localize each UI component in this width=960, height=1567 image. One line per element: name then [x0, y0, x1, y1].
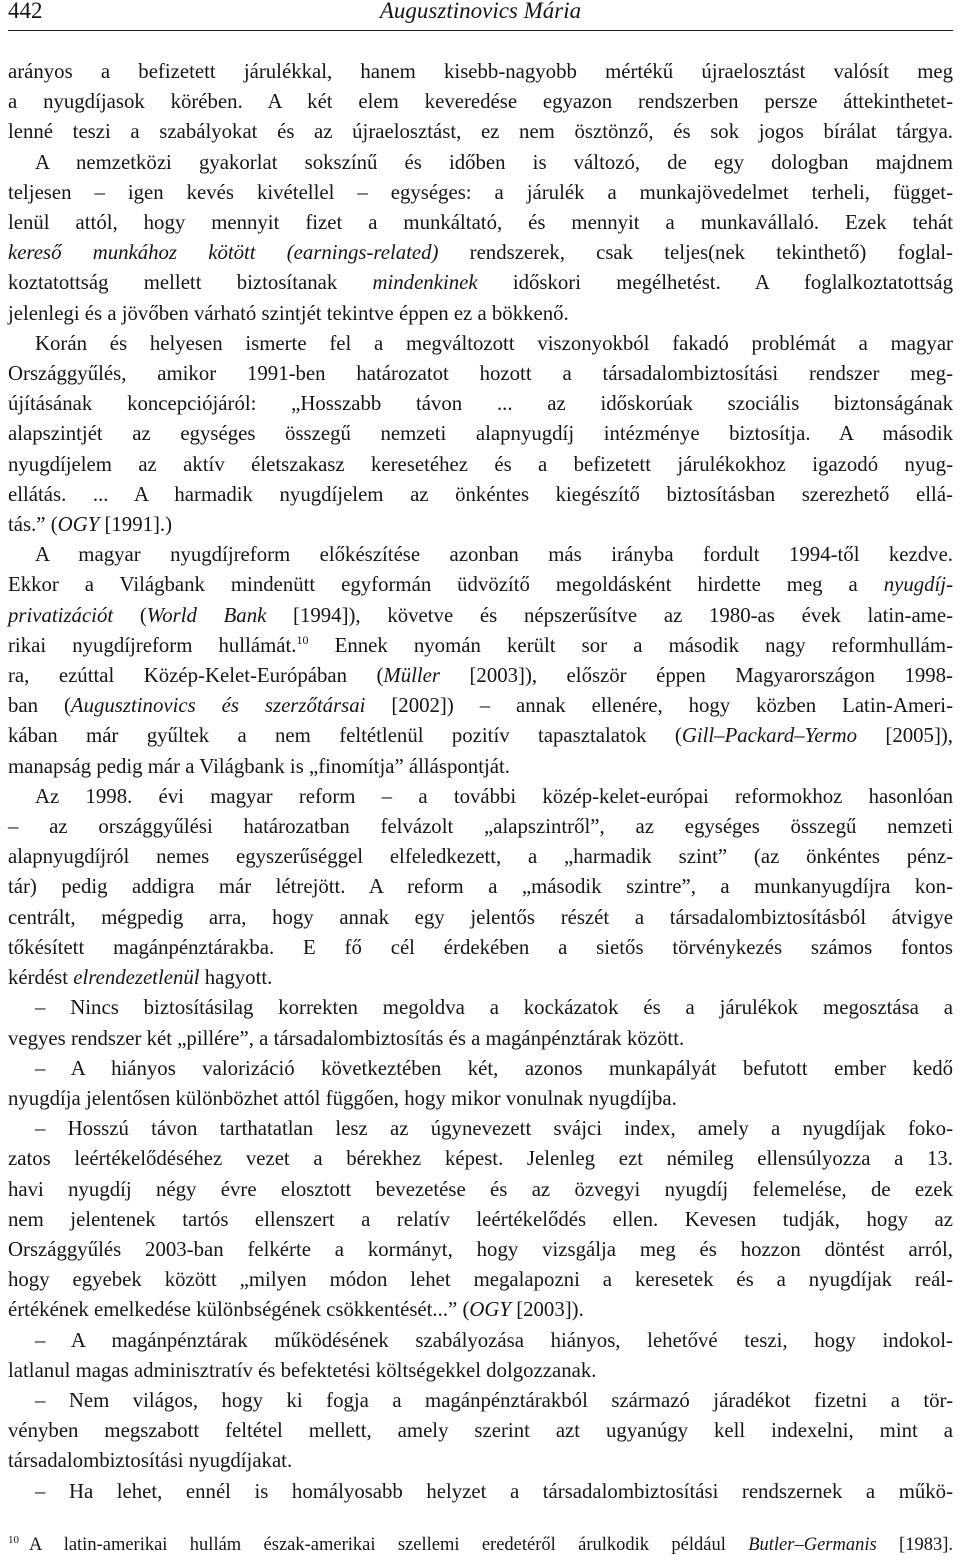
text-line: [8, 1295, 953, 1325]
text-line: Országgyűlés 2003-ban felkérte a kormányt, hogy vizsgálja meg és hozzon döntést arról,: [8, 1237, 953, 1261]
text-line: nyugdíjelem az aktív életszakasz keresetéhez és a befizetett járulékokhoz igazodó nyug-: [8, 452, 953, 476]
text-line: latlanul magas adminisztratív és befektetési költségekkel dolgozzanak.: [8, 1358, 597, 1382]
text-line: – Nem világos, hogy ki fogja a magánpénztárakból származó járadékot fizetni a tör-: [35, 1388, 953, 1412]
text-line: – Nincs biztosításilag korrekten megoldva a kockázatok és a járulékok megosztása a: [35, 996, 953, 1020]
running-header: [8, 0, 953, 31]
text-run: ra, ezúttal Közép-Kelet-Európában (: [8, 664, 384, 688]
text-line: Az 1998. évi magyar reform – a további közép-kelet-európai reformokhoz hasonlóan: [35, 784, 953, 808]
text-line: vényben megszabott feltétel mellett, amely szerint azt ugyanúgy kell indexelni, mint a: [8, 1419, 953, 1443]
text-line: manapság pedig már a Világbank is „finomítja” álláspontját.: [8, 754, 510, 778]
italic-text: kereső munkához kötött (earnings-related): [8, 241, 439, 265]
text-line: [8, 631, 953, 661]
text-line: zatos leértékelődéséhez vezet a bérekhez képest. Jelenleg ezt némileg ellensúlyozza a 13.: [8, 1147, 953, 1171]
text-line: – az országgyűlési határozatban felvázolt „alapszintről”, az egységes összegű nemzeti: [8, 815, 953, 839]
text-line: ellátás. ... A harmadik nyugdíjelem az önkéntes kiegészítő biztosításban szerezhető ellá-: [8, 482, 953, 506]
text-line: lenül attól, hogy mennyit fizet a munkáltató, és mennyit a munkavállaló. Ezek tehát: [8, 211, 953, 235]
text-run: tás.” (: [8, 513, 58, 537]
text-line: [8, 691, 953, 721]
text-line: havi nyugdíj négy évre elosztott bevezetése és az özvegyi nyugdíj felemelése, de ezek: [8, 1177, 953, 1201]
text-line: [8, 570, 953, 600]
text-run: Ekkor a Világbank mindenütt egyformán üdvözítő megoldásként hirdette meg a: [8, 573, 884, 597]
italic-text: OGY: [469, 1298, 511, 1322]
text-line: alapnyugdíjról nemes egyszerűséggel elfeledkezett, a „harmadik szint” (az önkéntes pénz-: [8, 845, 953, 869]
text-line: Korán és helyesen ismerte fel a megváltozott viszonyokból fakadó problémát a magyar: [35, 331, 953, 355]
text-line: [8, 601, 953, 631]
text-line: – Hosszú távon tarthatatlan lesz az úgynevezett svájci index, amely a nyugdíjak foko-: [35, 1117, 953, 1141]
text-line: Országgyűlés, amikor 1991-ben határozatot hozott a társadalombiztosítási rendszer meg-: [8, 362, 953, 386]
page-number: 442: [8, 0, 43, 23]
text-run: rendszerek, csak teljes(nek tekinthető) foglal-: [438, 241, 953, 265]
text-line: újításának koncepciójáról: „Hosszabb távon ... az időskorúak szociális biztonságának: [8, 392, 953, 416]
text-run: Ennek nyomán került sor a második nagy reformhullám-: [308, 633, 953, 657]
text-line: arányos a befizetett járulékkal, hanem kisebb-nagyobb mértékű újraelosztást valósít meg: [8, 60, 953, 83]
text-line: a nyugdíjasok körében. A két elem keveredése egyazon rendszerben persze áttekinthetet-: [8, 90, 953, 114]
text-line: társadalombiztosítási nyugdíjakat.: [8, 1449, 293, 1473]
italic-text: privatizációt: [8, 603, 114, 627]
text-line: – A hiányos valorizáció következtében két, azonos munkapályát befutott ember kedő: [35, 1056, 953, 1080]
text-run: [2005]),: [857, 724, 953, 748]
text-run: értékének emelkedése különbségének csökkentését...” (: [8, 1298, 470, 1322]
text-line: tár) pedig addigra már létrejött. A reform a „második szintre”, a munkanyugdíjra kon-: [8, 875, 953, 899]
text-run: időskori megélhetést. A foglalkoztatottság: [477, 271, 953, 295]
footnote-number: 10: [8, 1533, 19, 1546]
italic-text: Müller: [383, 664, 441, 688]
text-run: kérdést: [8, 966, 74, 990]
text-line: [8, 510, 953, 540]
text-line: [8, 238, 953, 268]
text-line: nem jelentenek tartós ellenszert a relatív leértékelődés ellen. Kevesen tudják, hogy az: [8, 1207, 953, 1231]
text-line: – Ha lehet, ennél is homályosabb helyzet a társadalombiztosítási rendszernek a műkö-: [35, 1479, 953, 1503]
italic-text: Butler–Germanis: [748, 1535, 877, 1555]
text-line: A nemzetközi gyakorlat sokszínű és időben is változó, de egy dologban majdnem: [35, 150, 953, 174]
text-line: [8, 963, 953, 993]
text-run: kában már gyűltek a nem feltétlenül pozitív tapasztalatok (: [8, 724, 682, 748]
text-run: [1983].: [876, 1535, 953, 1555]
text-line: A magyar nyugdíjreform előkészítése azonban más irányba fordult 1994-től kezdve.: [35, 543, 953, 567]
text-run: koztatottság mellett biztosítanak: [8, 271, 373, 295]
text-run: (: [113, 603, 147, 627]
text-line: centrált, mégpedig arra, hogy annak egy jelentős részét a társadalombiztosításból átvigye: [8, 905, 953, 929]
text-line: [8, 661, 953, 691]
text-run: hagyott.: [199, 966, 273, 990]
text-line: tőkésített magánpénztárakba. E fő cél érdekében a sietős törvénykezés számos fontos: [8, 935, 953, 959]
text-run: ban (: [8, 694, 71, 718]
text-line: vegyes rendszer két „pillére”, a társadalombiztosítás és a magánpénztárak között.: [8, 1026, 685, 1050]
text-line: [8, 721, 953, 751]
running-head-author: Augusztinovics Mária: [379, 0, 582, 23]
text-line: [8, 268, 953, 298]
text-line: alapszintjét az egységes összegű nemzeti alapnyugdíj intézménye biztosítja. A második: [8, 422, 953, 446]
italic-text: elrendezetlenül: [73, 966, 200, 990]
body-text: [8, 57, 953, 1507]
text-run: [2003]).: [511, 1298, 584, 1322]
footnote-reference: 10: [296, 632, 309, 647]
text-run: [1994]), követve és népszerűsítve az 1980-as évek latin-ame-: [266, 603, 954, 627]
text-line: jelenlegi és a jövőben várható szintjét tekintve éppen ez a bökkenő.: [8, 301, 569, 325]
italic-text: Gill–Packard–Yermo: [681, 724, 858, 748]
text-run: A latin-amerikai hullám észak-amerikai szellemi eredetéről árulkodik például: [29, 1535, 749, 1555]
text-line: teljesen – igen kevés kivétellel – egységes: a járulék a munkajövedelmet terheli, függet-: [8, 180, 953, 204]
text-line: – A magánpénztárak működésének szabályozása hiányos, lehetővé teszi, hogy indokol-: [35, 1328, 953, 1352]
text-run: rikai nyugdíjreform hullámát.: [8, 633, 297, 657]
text-run: [1991].): [99, 513, 173, 537]
italic-text: Augusztinovics és szerzőtársai: [70, 694, 366, 718]
italic-text: OGY: [57, 513, 100, 537]
text-line: lenné teszi a szabályokat és az újraelosztást, ez nem ösztönző, és sok jogos bírálat tárgya.: [8, 120, 953, 144]
italic-text: World Bank: [146, 603, 267, 627]
text-run: [2002]) – annak ellenére, hogy közben Latin-Ameri-: [365, 694, 953, 718]
text-run: [2003]), először éppen Magyarországon 1998-: [440, 664, 953, 688]
text-line: hogy egyebek között „milyen módon lehet megalapozni a keresetek és a nyugdíjak reál-: [8, 1268, 953, 1292]
text-line: nyugdíja jelentősen különbözhet attól függően, hogy mikor vonulnak nyugdíjba.: [8, 1086, 677, 1110]
italic-text: mindenkinek: [372, 271, 478, 295]
italic-text: nyugdíj-: [883, 573, 953, 597]
footnote: [8, 1533, 953, 1557]
